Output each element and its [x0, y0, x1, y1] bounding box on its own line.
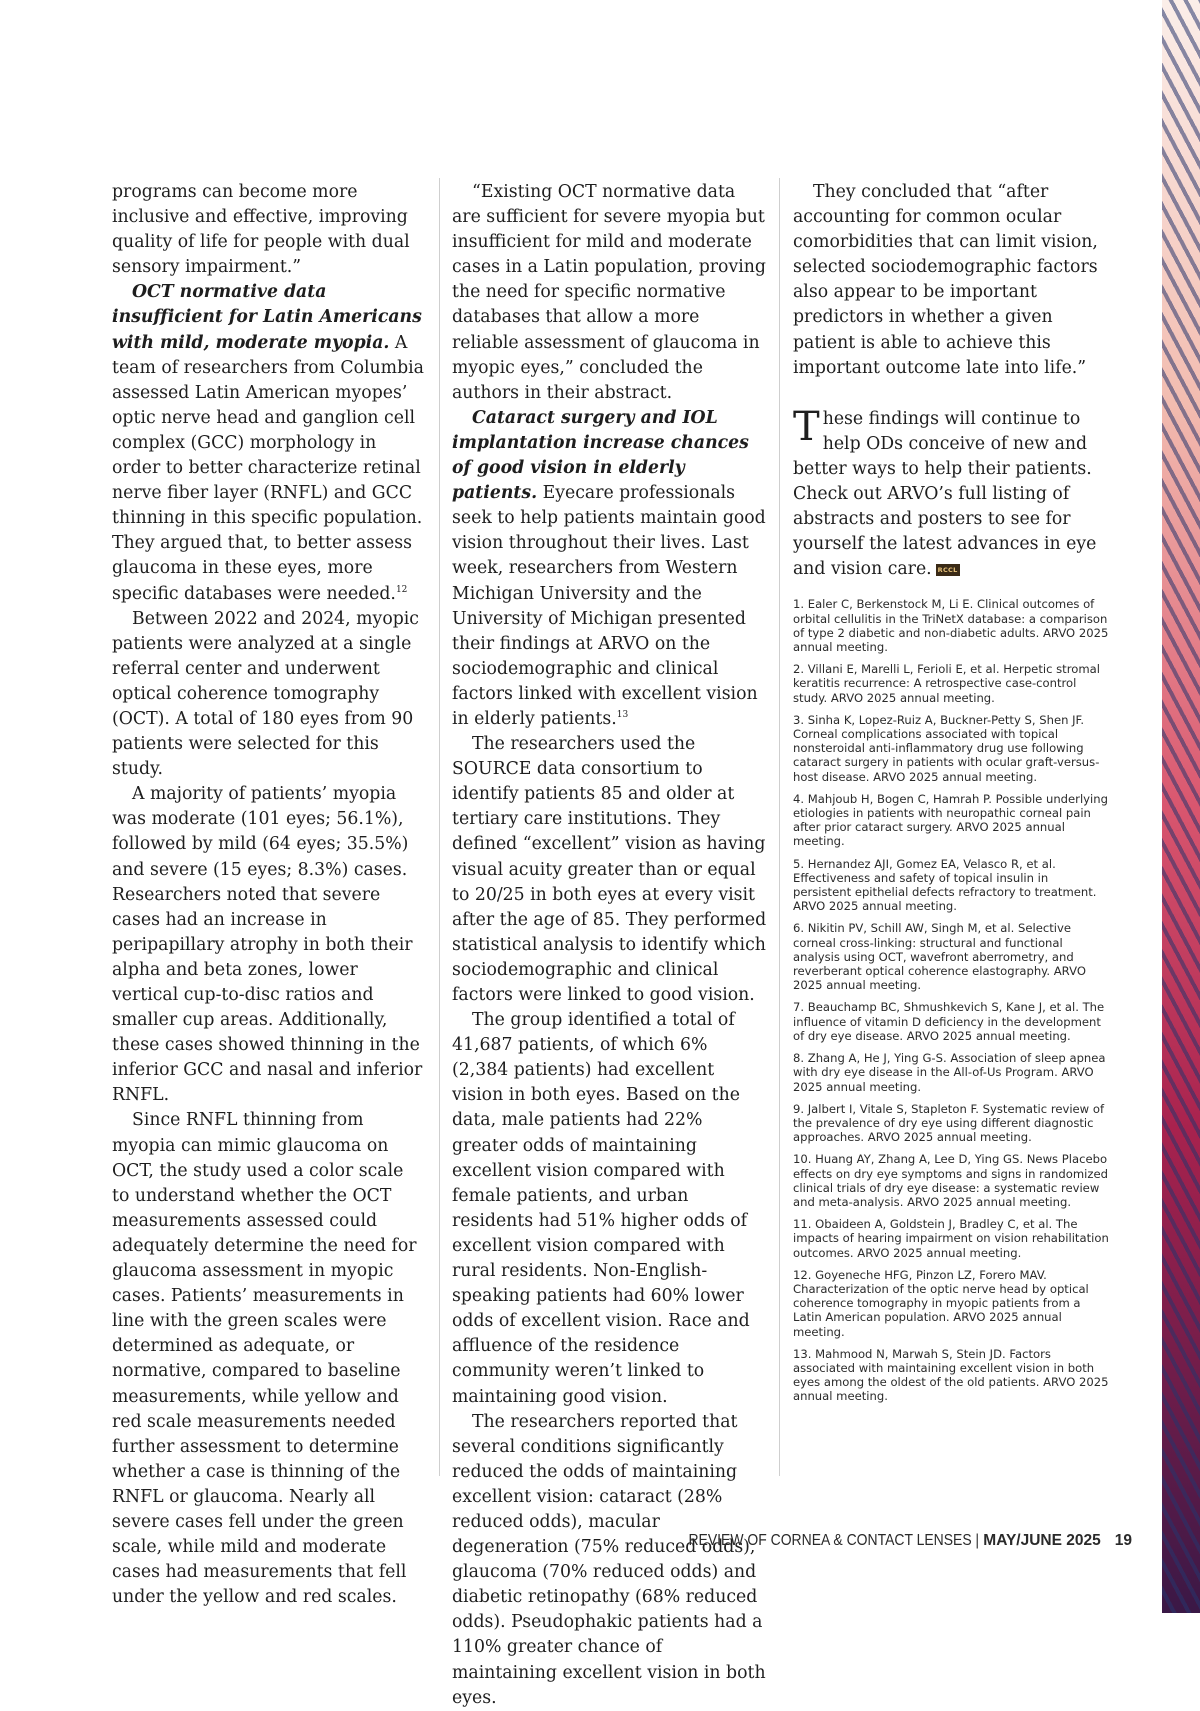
paragraph-body: A team of researchers from Columbia assessed Latin American myopes’ optic nerve head and ganglion cell complex (GCC) morphology in order to better characterize retinal nerve fiber layer (RNFL) and GCC thinning in this specific population. They argued that, to better assess glaucoma in these eyes, more specific databases were needed.: [112, 332, 424, 604]
paragraph: A majority of patients’ myopia was moderate (101 eyes; 56.1%), followed by mild (64 eyes; 35.5%) and severe (15 eyes; 8.3%) cases. Researchers noted that severe cases had an increase in peripapillary atrophy in both their alpha and beta zones, lower vertical cup-to-disc ratios and smaller cup areas. Additionally, these cases showed thinning in the inferior GCC and nasal and inferior RNFL.: [112, 784, 423, 1106]
reference-item: 5. Hernandez AJI, Gomez EA, Velasco R, et al. Effectiveness and safety of topical insulin in persistent epithelial defects refractory to treatment. ARVO 2025 annual meeting.: [793, 856, 1097, 914]
reference-item: 8. Zhang A, He J, Ying G-S. Association of sleep apnea with dry eye disease in the All-of-Us Program. ARVO 2025 annual meeting.: [793, 1051, 1106, 1094]
reference-item: 12. Goyeneche HFG, Pinzon LZ, Forero MAV. Characterization of the optic nerve head by optical coherence tomography in myopic patients from a Latin American population. ARVO 2025 annual meeting.: [793, 1267, 1089, 1339]
footer-separator: |: [975, 1532, 980, 1549]
reference-item: 9. Jalbert I, Vitale S, Stapleton F. Systematic review of the prevalence of dry eye using different diagnostic approaches. ARVO 2025 annual meeting.: [793, 1101, 1105, 1145]
section-lead-heading: OCT normative data insufficient for Latin Americans with mild, moderate myopia.: [112, 282, 422, 353]
reference-item: 11. Obaideen A, Goldstein J, Bradley C, et al. The impacts of hearing impairment on vision rehabilitation outcomes. ARVO 2025 annual meeting.: [793, 1217, 1109, 1260]
reference-item: 7. Beauchamp BC, Shmushkevich S, Kane J, et al. The influence of vitamin D deficiency in the development of dry eye disease. ARVO 2025 annual meeting.: [793, 1000, 1105, 1043]
drop-cap: T: [793, 403, 820, 450]
section-lead-heading: Cataract surgery and IOL implantation increase chances of good vision in elderly patients.: [452, 407, 749, 504]
closing-paragraph: [793, 403, 1109, 583]
page-footer: [657, 1532, 1132, 1550]
paragraph: The researchers used the SOURCE data consortium to identify patients 85 and older at tertiary care institutions. They defined “excellent” vision as having visual acuity greater than or equal to 20/25 in both eyes at every visit after the age of 85. They performed statistical analysis to identify which sociodemographic and clinical factors were linked to good vision.: [452, 734, 767, 1005]
publication-name: REVIEW OF CORNEA & CONTACT LENSES: [688, 1532, 972, 1549]
decorative-stripe-band: [1162, 0, 1200, 1613]
section-paragraph-cataract-surgery: [452, 406, 768, 732]
article-column-2: [452, 180, 768, 1711]
reference-item: 2. Villani E, Marelli L, Ferioli E, et al. Herpetic stromal keratitis recurrence: A retrospective case-control study. ARVO 2025 annual meeting.: [793, 662, 1100, 705]
section-paragraph-oct-normative: [112, 280, 426, 606]
reference-superscript: 13: [616, 710, 629, 721]
reference-item: 10. Huang AY, Zhang A, Lee D, Ying GS. News Placebo effects on dry eye symptoms and signs in randomized clinical trials of dry eye disease: a systematic review and meta-analysis. ARVO 2025 annual meeting.: [793, 1152, 1108, 1209]
issue-date: MAY/JUNE 2025: [983, 1532, 1101, 1549]
end-of-article-badge: RCCL: [937, 566, 958, 575]
reference-item: 1. Ealer C, Berkenstock M, Li E. Clinical outcomes of orbital cellulitis in the TriNetX database: a comparison of type 2 diabetic and non-diabetic adults. ARVO 2025 annual meeting.: [793, 597, 1109, 655]
paragraph: Since RNFL thinning from myopia can mimic glaucoma on OCT, the study used a color scale to understand whether the OCT measurements assessed could adequately determine the need for glaucoma assessment in myopic cases. Patients’ measurements in line with the green scales were determined as adequate, or normative, compared to baseline measurements, while yellow and red scale measurements needed further assessment to determine whether a case is thinning of the RNFL or glaucoma. Nearly all severe cases fell under the green scale, while mild and moderate cases had measurements that fell under the yellow and red scales.: [112, 1110, 417, 1608]
reference-item: 4. Mahjoub H, Bogen C, Hamrah P. Possible underlying etiologies in patients with neuropathic corneal pain after prior cataract surgery. ARVO 2025 annual meeting.: [793, 791, 1108, 849]
column-divider: [779, 178, 780, 1476]
reference-item: 3. Sinha K, Lopez-Ruiz A, Buckner-Petty S, Shen JF. Corneal complications associated with topical nonsteroidal anti-inflammatory drug use following cataract surgery in patients with ocular graft-versus-host disease. ARVO 2025 annual meeting.: [793, 712, 1100, 784]
paragraph: The group identified a total of 41,687 patients, of which 6% (2,384 patients) had excellent vision in both eyes. Based on the data, male patients had 22% greater odds of maintaining excellent vision compared with female patients, and urban residents had 51% higher odds of excellent vision compared with rural residents. Non-English-speaking patients had 60% lower odds of excellent vision. Race and affluence of the residence community weren’t linked to maintaining good vision.: [452, 1010, 750, 1407]
paragraph: They concluded that “after accounting for common ocular comorbidities that can limit vision, selected sociodemographic factors also appear to be important predictors in whether a given patient is able to achieve this important outcome late into life.”: [793, 182, 1098, 378]
article-column-1: [112, 180, 426, 1610]
paragraph-body: hese findings will continue to help ODs conceive of new and better ways to help their patients. Check out ARVO’s full listing of abstracts and posters to see for yourself the latest advances in eye and vision care.: [793, 408, 1097, 580]
reference-superscript: 12: [395, 584, 408, 595]
page-number: 19: [1114, 1532, 1132, 1549]
reference-item: 6. Nikitin PV, Schill AW, Singh M, et al. Selective corneal cross-linking: structural and functional analysis using OCT, wavefront aberrometry, and reverberant optical coherence elastography. ARVO 2025 annual meeting.: [793, 921, 1086, 993]
reference-item: 13. Mahmood N, Marwah S, Stein JD. Factors associated with maintaining excellent vision in both eyes among the oldest of the old patients. ARVO 2025 annual meeting.: [793, 1346, 1109, 1404]
article-column-3: [793, 180, 1109, 1412]
paragraph: Between 2022 and 2024, myopic patients were analyzed at a single referral center and underwent optical coherence tomography (OCT). A total of 180 eyes from 90 patients were selected for this study.: [112, 608, 419, 780]
paragraph: “Existing OCT normative data are sufficient for severe myopia but insufficient for mild and moderate cases in a Latin population, proving the need for specific normative databases that allow a more reliable assessment of glaucoma in myopic eyes,” concluded the authors in their abstract.: [452, 182, 766, 403]
column-divider: [439, 178, 440, 1476]
paragraph: programs can become more inclusive and effective, improving quality of life for people with dual sensory impairment.”: [112, 182, 410, 278]
reference-list: [793, 597, 1109, 1403]
paragraph-body: Eyecare professionals seek to help patients maintain good vision throughout their lives. Last week, researchers from Western Michigan University and the University of Michigan presented their findings at ARVO on the sociodemographic and clinical factors linked with excellent vision in elderly patients.: [452, 483, 766, 729]
paragraph: The researchers reported that several conditions significantly reduced the odds of maintaining excellent vision: cataract (28% reduced odds), macular degeneration (75% reduced odds), glaucoma (70% reduced odds) and diabetic retinopathy (68% reduced odds). Pseudophakic patients had a 110% greater chance of maintaining excellent vision in both eyes.: [452, 1411, 766, 1708]
